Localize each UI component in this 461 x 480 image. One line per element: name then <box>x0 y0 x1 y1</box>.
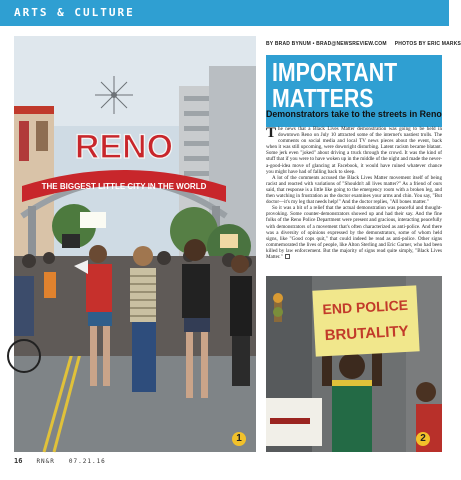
photo-number-badge-1: 1 <box>232 432 246 446</box>
sign-text-line-1: END POLICE <box>322 296 409 318</box>
paragraph-1-text: he news that a Black Lives Matter demonstration was going to be held in downtown Reno on July 10 attracted some of the internet's nastiest trolls. The comments on social media and local TV news pieces about the event, back when it was still upcoming, were downright disturbing. Latent racism became blatant. Some jerk even "joked" about driving a truck through the crowd. It was the kind of stuff that if you were to have woken up in the middle of the night and made the never-a-good-idea move of glancing at Facebook, it would have ruined whatever chance you might have had of falling back to sleep. <box>266 126 442 175</box>
paragraph-2: A lot of the comments accused the Black Lives Matter movement itself of being racist and reacted with variations of "Shouldn't all lives matter?" As a friend of ours said, that response is a little like going to the emergency room with a broken leg, and then watching in frustration as the doctor examines your arms and chin. You say, "But doctor—it's my leg that needs help!" And the doctor replies, "All bones matter." <box>266 174 442 206</box>
sign-text-line-2: BRUTALITY <box>324 322 409 345</box>
arch-slogan-text: THE BIGGEST LITTLE CITY IN THE WORLD <box>41 182 207 191</box>
publication-name: RN&R <box>36 458 55 465</box>
headline-line-1: IMPORTANT <box>272 57 398 87</box>
issue-date: 07.21.16 <box>68 458 106 465</box>
paragraph-3-text: So it was a bit of a relief that the actual demonstration was peaceful and thought-provoking. Some counter-demonstrators showed up and had their say. And the fine folks of the Reno Police Department were present and gracious, interacting peacefully with demonstrators of a movement that's often characterized as anti-police. And there was a diversity of opinions expressed by the demonstrators, some of whom held signs, like "Good cops quit," that could indeed be read as anti-police. Other signs commemorated the lives of people, like Alton Sterling and Eric Garner, who had been killed by law enforcement. But the majority of signs read quite simply, "Black Lives Matter." <box>266 205 442 260</box>
byline <box>266 41 461 47</box>
headline-line-2: MATTERS <box>272 83 374 113</box>
paragraph-1 <box>266 126 442 175</box>
photo-number-badge-2: 2 <box>416 432 430 446</box>
arch-name-text: RENO <box>74 128 174 166</box>
end-mark-icon <box>285 254 290 259</box>
author-credit: BY BRAD BYNUM • BRAD@NEWSREVIEW.COM <box>266 41 387 47</box>
page-folio <box>14 457 106 467</box>
article-body <box>266 126 442 260</box>
subhead: Demonstrators take to the streets in Reno <box>266 109 442 120</box>
page-number: 16 <box>14 457 23 465</box>
section-label: ARTS & CULTURE <box>14 6 135 19</box>
photo-end-police-brutality-sign <box>266 276 442 452</box>
photo-reno-arch-march <box>14 36 256 452</box>
drop-cap: T <box>266 125 277 141</box>
photo-credit: PHOTOS BY ERIC MARKS <box>394 41 461 47</box>
section-header-bar <box>0 0 449 26</box>
paragraph-3 <box>266 205 442 260</box>
